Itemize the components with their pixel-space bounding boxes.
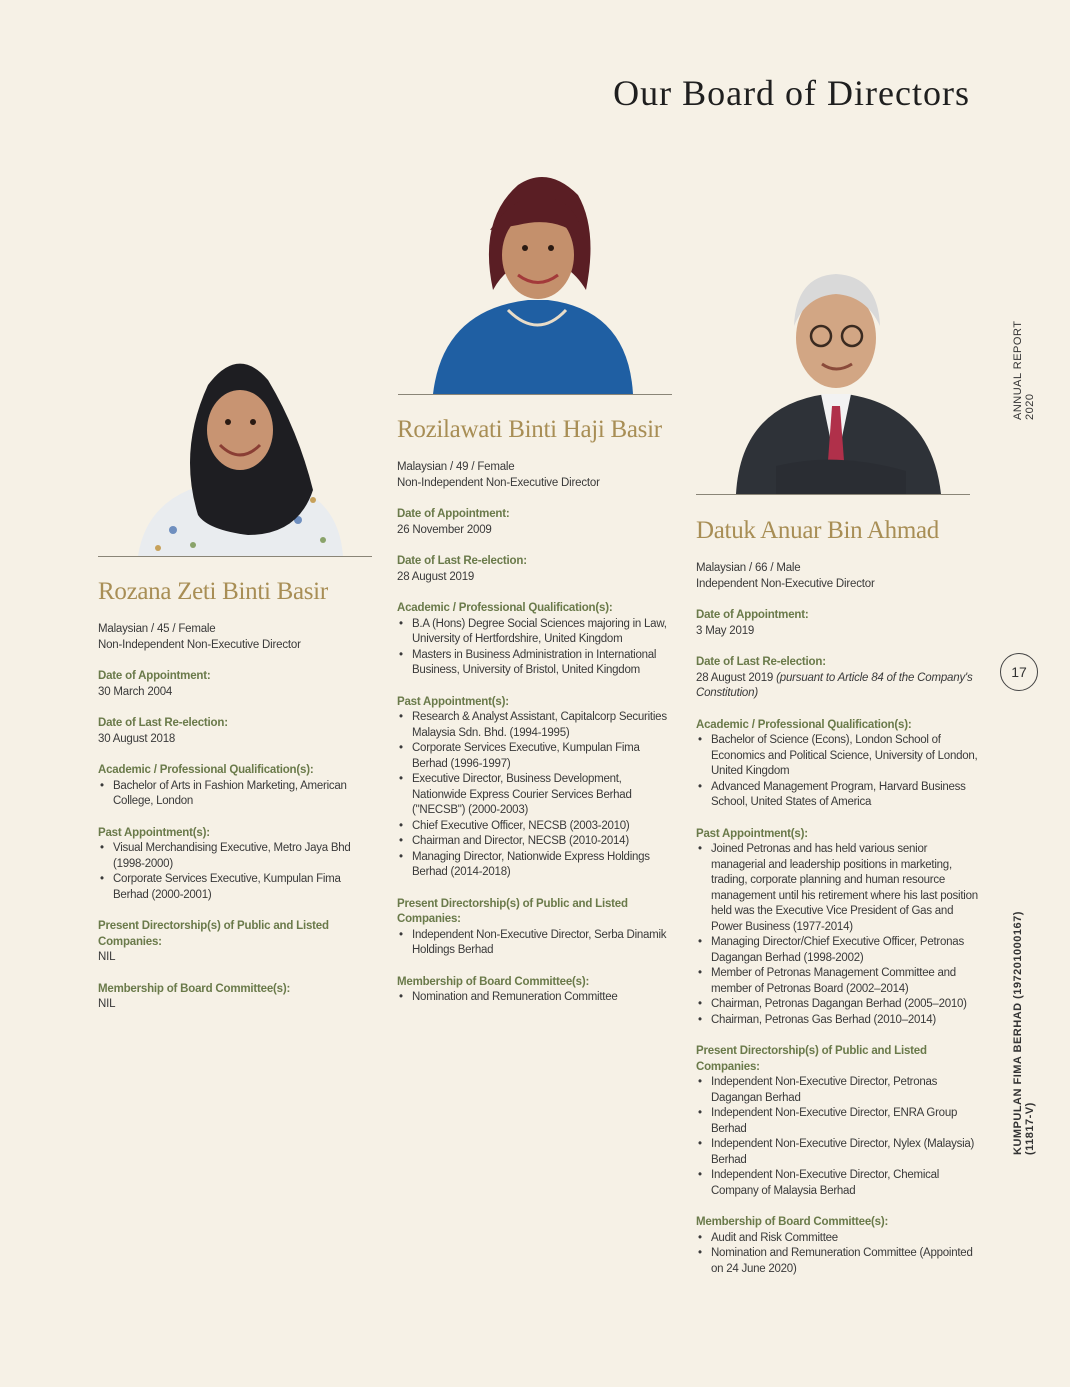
director-1-photo — [98, 340, 372, 557]
qualification-label: Academic / Professional Qualification(s): — [397, 602, 613, 614]
director-2-name: Rozilawati Binti Haji Basir — [397, 416, 662, 443]
present-directorships-list — [397, 928, 677, 959]
list-item: • Member of Petronas Management Committee and member of Petronas Board (2002–2014) — [696, 966, 978, 997]
director-1-profile — [98, 578, 378, 1029]
list-item: • Joined Petronas and has held various senior managerial and leadership positions in marketing, trading, corporate planning and human resource management until his retirement where his last position held was the Executive Vice President of Gas and Power Business (1977-2014) — [696, 842, 978, 935]
list-item: • Bachelor of Science (Econs), London School of Economics and Political Science, University of London, United Kingdom — [696, 733, 978, 780]
appointment-label: Date of Appointment: — [696, 609, 809, 621]
list-item: • Chairman and Director, NECSB (2010-2014) — [397, 834, 677, 850]
list-item: • Research & Analyst Assistant, Capitalcorp Securities Malaysia Sdn. Bhd. (1994-1995) — [397, 710, 677, 741]
list-item: • Bachelor of Arts in Fashion Marketing, American College, London — [98, 779, 378, 810]
list-item: • Chairman, Petronas Gas Berhad (2010–2014) — [696, 1013, 978, 1029]
committee-label: Membership of Board Committee(s): — [696, 1216, 889, 1228]
present-directorships-list — [696, 1075, 978, 1199]
reelection-label: Date of Last Re-election: — [98, 717, 228, 729]
past-appointments-list — [696, 842, 978, 1028]
list-item: • Nomination and Remuneration Committee — [397, 990, 677, 1006]
present-directorships-label: Present Directorship(s) of Public and Listed Companies: — [397, 897, 628, 925]
reelection-value: 30 August 2018 — [98, 732, 176, 745]
director-2-profile — [397, 416, 677, 1022]
reelection-note: (pursuant to Article 84 of the Company's Constitution) — [696, 671, 973, 699]
director-3-photo — [696, 266, 970, 495]
qualification-list — [397, 617, 677, 679]
committee-value: NIL — [98, 998, 116, 1010]
list-item: • Audit and Risk Committee — [696, 1231, 978, 1247]
list-item: • Independent Non-Executive Director, ENRA Group Berhad — [696, 1106, 978, 1137]
list-item: • Managing Director/Chief Executive Officer, Petronas Dagangan Berhad (1998-2002) — [696, 935, 978, 966]
list-item: • B.A (Hons) Degree Social Sciences majoring in Law, University of Hertfordshire, United Kingdom — [397, 617, 677, 648]
reelection-label: Date of Last Re-election: — [696, 656, 826, 668]
appointment-value: 3 May 2019 — [696, 624, 755, 637]
director-2-meta-line1: Malaysian / 49 / Female — [397, 461, 515, 473]
past-appointments-label: Past Appointment(s): — [696, 827, 808, 840]
past-appointments-list — [397, 710, 677, 881]
reelection-label: Date of Last Re-election: — [397, 555, 527, 567]
director-3-profile — [696, 517, 978, 1293]
committee-list — [397, 990, 677, 1006]
list-item: • Chief Executive Officer, NECSB (2003-2010) — [397, 819, 677, 835]
list-item: • Independent Non-Executive Director, Petronas Dagangan Berhad — [696, 1075, 978, 1106]
appointment-value: 30 March 2004 — [98, 685, 173, 698]
qualification-label: Academic / Professional Qualification(s): — [98, 764, 314, 776]
qualification-list — [696, 733, 978, 811]
appointment-value: 26 November 2009 — [397, 523, 492, 536]
list-item: • Nomination and Remuneration Committee (Appointed on 24 June 2020) — [696, 1246, 978, 1277]
director-2-photo — [398, 170, 672, 395]
director-2-meta-line2: Non-Independent Non-Executive Director — [397, 476, 600, 489]
committee-label: Membership of Board Committee(s): — [98, 982, 291, 995]
committee-label: Membership of Board Committee(s): — [397, 975, 590, 988]
committee-list — [696, 1231, 978, 1278]
page-title: Our Board of Directors — [613, 73, 970, 113]
director-1-name: Rozana Zeti Binti Basir — [98, 578, 328, 605]
list-item: • Independent Non-Executive Director, Chemical Company of Malaysia Berhad — [696, 1168, 978, 1199]
qualification-label: Academic / Professional Qualification(s): — [696, 718, 912, 731]
list-item: • Corporate Services Executive, Kumpulan Fima Berhad (1996-1997) — [397, 741, 677, 772]
list-item: • Corporate Services Executive, Kumpulan Fima Berhad (2000-2001) — [98, 872, 378, 903]
past-appointments-list — [98, 841, 378, 903]
list-item: • Visual Merchandising Executive, Metro Jaya Bhd (1998-2000) — [98, 841, 378, 872]
reelection-date: 28 August 2019 — [696, 671, 774, 684]
list-item: • Managing Director, Nationwide Express Holdings Berhad (2014-2018) — [397, 850, 677, 881]
company-label: KUMPULAN FIMA BERHAD (197201000167) (11817-V) — [1012, 911, 1036, 1155]
present-directorships-label: Present Directorship(s) of Public and Listed Companies: — [696, 1045, 927, 1073]
director-1-meta-line1: Malaysian / 45 / Female — [98, 623, 216, 635]
list-item: • Independent Non-Executive Director, Nylex (Malaysia) Berhad — [696, 1137, 978, 1168]
page-number: 17 — [1000, 653, 1038, 691]
list-item: • Masters in Business Administration in International Business, University of Bristol, United Kingdom — [397, 648, 677, 679]
list-item: • Executive Director, Business Development, Nationwide Express Courier Services Berhad ("NECSB") (2000-2003) — [397, 772, 677, 819]
present-directorships-value: NIL — [98, 951, 116, 963]
director-1-meta-line2: Non-Independent Non-Executive Director — [98, 638, 301, 651]
appointment-label: Date of Appointment: — [397, 508, 510, 520]
qualification-list — [98, 779, 378, 810]
list-item: • Chairman, Petronas Dagangan Berhad (2005–2010) — [696, 997, 978, 1013]
list-item: • Advanced Management Program, Harvard Business School, United States of America — [696, 780, 978, 811]
director-3-name: Datuk Anuar Bin Ahmad — [696, 517, 939, 544]
annual-report-label: ANNUAL REPORT 2020 — [1012, 320, 1036, 420]
director-3-meta-line1: Malaysian / 66 / Male — [696, 562, 801, 574]
reelection-value: 28 August 2019 — [397, 570, 475, 583]
list-item: • Independent Non-Executive Director, Serba Dinamik Holdings Berhad — [397, 928, 677, 959]
appointment-label: Date of Appointment: — [98, 670, 211, 682]
past-appointments-label: Past Appointment(s): — [98, 826, 210, 839]
past-appointments-label: Past Appointment(s): — [397, 695, 509, 708]
director-3-meta-line2: Independent Non-Executive Director — [696, 577, 875, 590]
present-directorships-label: Present Directorship(s) of Public and Listed Companies: — [98, 920, 329, 948]
reelection-value — [696, 671, 978, 702]
